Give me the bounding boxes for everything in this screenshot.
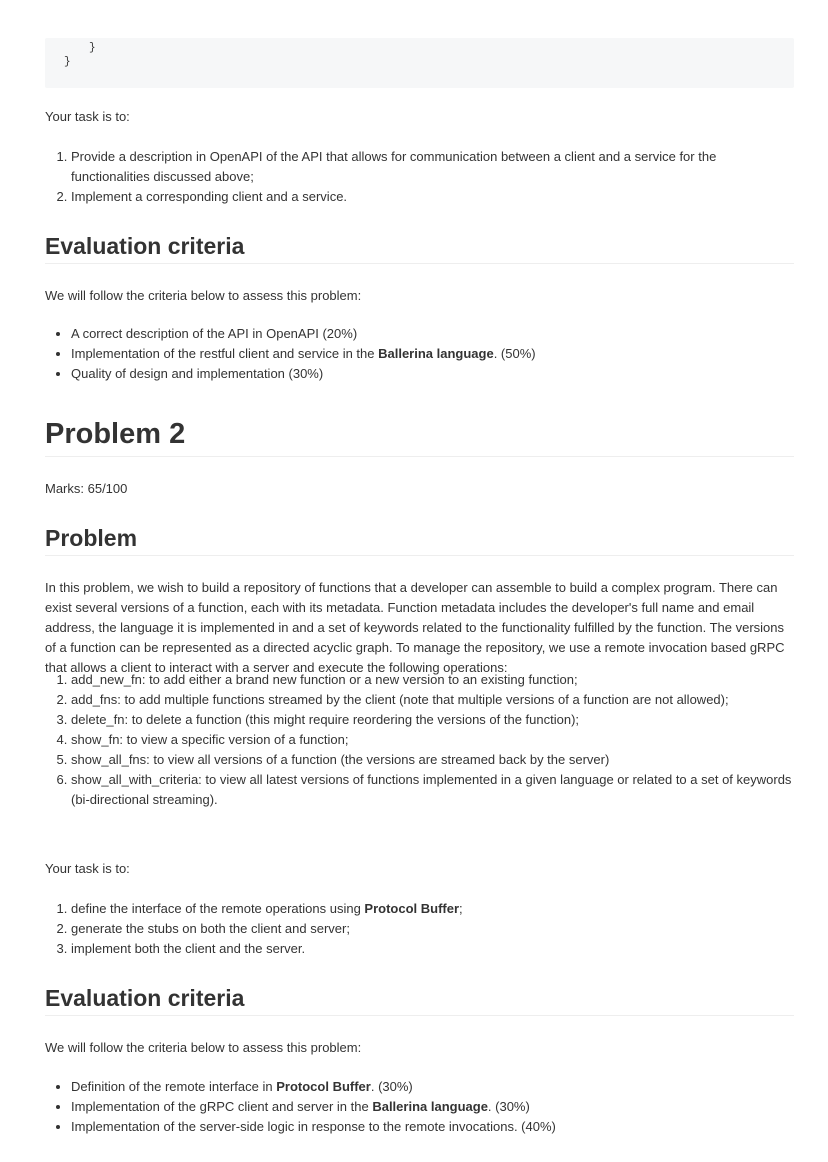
list-item: • Definition of the remote interface in Protocol Buffer. (30%) — [71, 1077, 795, 1097]
list-item: • Implementation of the gRPC client and server in the Ballerina language. (30%) — [71, 1097, 795, 1117]
emphasis: Ballerina language — [372, 1099, 488, 1114]
criteria-list-2 — [45, 1077, 795, 1137]
evaluation-heading-2: Evaluation criteria — [45, 984, 794, 1016]
list-item: 2. add_fns: to add multiple functions streamed by the client (note that multiple versions of a function are not allowed); — [71, 690, 795, 710]
evaluation-intro-1: We will follow the criteria below to assess this problem: — [45, 288, 362, 303]
criteria-list-1 — [45, 324, 795, 384]
list-item: 2. Implement a corresponding client and a service. — [71, 187, 795, 207]
list-item: 3. delete_fn: to delete a function (this might require reordering the versions of the function); — [71, 710, 795, 730]
list-item: 1. define the interface of the remote operations using Protocol Buffer; — [71, 899, 795, 919]
list-item: 2. generate the stubs on both the client and server; — [71, 919, 795, 939]
list-item: 4. show_fn: to view a specific version of a function; — [71, 730, 795, 750]
task-intro-2: Your task is to: — [45, 861, 130, 876]
operations-list — [45, 670, 795, 810]
problem-heading: Problem — [45, 524, 794, 556]
list-item: • A correct description of the API in OpenAPI (20%) — [71, 324, 795, 344]
task-list-1 — [45, 147, 795, 207]
problem-2-title: Problem 2 — [45, 417, 794, 457]
evaluation-heading-1: Evaluation criteria — [45, 232, 794, 264]
list-item: 1. add_new_fn: to add either a brand new function or a new version to an existing function; — [71, 670, 795, 690]
problem-description: In this problem, we wish to build a repository of functions that a developer can assemble to build a complex program. There can exist several versions of a function, each with its metadata. Function metadata includes the developer's full name and email address, the language it is implemented in and a set of keywords related to the functionality fulfilled by the function. The versions of a function can be represented as a directed acyclic graph. To manage the repository, we use a remote invocation based gRPC that allows a client to interact with a server and execute the following operations: — [45, 580, 785, 675]
task-intro-1: Your task is to: — [45, 109, 130, 124]
task-list-2 — [45, 899, 795, 959]
emphasis: Protocol Buffer — [364, 901, 460, 916]
emphasis: Protocol Buffer — [276, 1079, 371, 1094]
list-item: 3. implement both the client and the server. — [71, 939, 795, 959]
code-line: } — [64, 56, 71, 68]
emphasis: Ballerina language — [378, 346, 494, 361]
evaluation-intro-2: We will follow the criteria below to assess this problem: — [45, 1040, 362, 1055]
code-block-tail — [45, 38, 794, 88]
list-item: • Quality of design and implementation (30%) — [71, 364, 795, 384]
list-item: 6. show_all_with_criteria: to view all latest versions of functions implemented in a given language or related to a set of keywords (bi-directional streaming). — [71, 770, 795, 810]
list-item: 1. Provide a description in OpenAPI of the API that allows for communication between a client and a service for the functionalities discussed above; — [71, 147, 795, 187]
list-item: 5. show_all_fns: to view all versions of a function (the versions are streamed back by the server) — [71, 750, 795, 770]
list-item: • Implementation of the restful client and service in the Ballerina language. (50%) — [71, 344, 795, 364]
list-item: • Implementation of the server-side logic in response to the remote invocations. (40%) — [71, 1117, 795, 1137]
marks-text: Marks: 65/100 — [45, 481, 128, 496]
code-line: } — [89, 42, 96, 54]
